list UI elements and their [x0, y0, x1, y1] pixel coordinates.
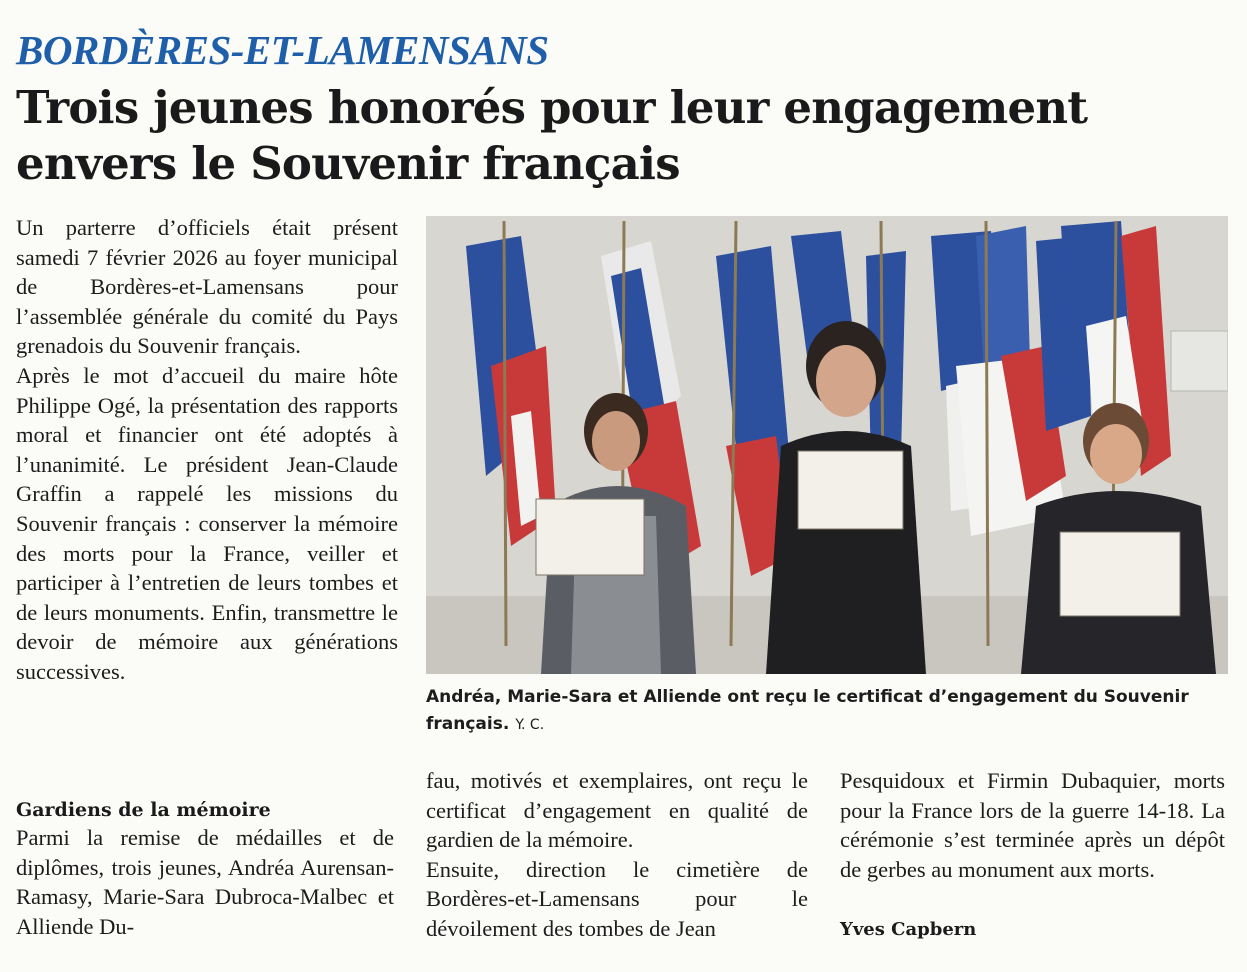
headline-line-2: envers le Souvenir français [16, 137, 680, 190]
photo-illustration [426, 216, 1228, 674]
paragraph-cemetery-part2: Pesquidoux et Firmin Dubaquier, morts pour la France lors de la guerre 14-18. La cérémonie s’est terminée après un dépôt de gerbes au monument aux morts. [840, 768, 1225, 882]
paragraph-awards-part1: Parmi la remise de médailles et de diplômes, trois jeunes, Andréa Aurensan-Ramasy, Marie-Sara Dubroca-Malbec et Alliende Du- [16, 825, 394, 939]
paragraph-awards-part2: fau, motivés et exemplaires, ont reçu le certificat d’engagement en qualité de gardien de la mémoire. [426, 768, 808, 853]
paragraph-cemetery-part1: Ensuite, direction le cimetière de Bordères-et-Lamensans pour le dévoilement des tombes de Jean [426, 856, 808, 941]
photo-credit: Y. C. [515, 717, 545, 733]
column-lower-left [16, 823, 394, 941]
article-photo [426, 216, 1228, 674]
subheading: Gardiens de la mémoire [16, 799, 271, 821]
section-kicker: BORDÈRES-ET-LAMENSANS [16, 27, 549, 73]
column-lower-right [840, 766, 1225, 884]
caption-text: Andréa, Marie-Sara et Alliende ont reçu le certificat d’engagement du Souvenir français. [426, 687, 1189, 734]
photo-caption [426, 684, 1226, 739]
paragraph-intro: Un parterre d’officiels était présent samedi 7 février 2026 au foyer municipal de Bordères-et-Lamensans pour l’assemblée générale du comité du Pays grenadois du Souvenir français. [16, 215, 398, 359]
column-lower-middle [426, 766, 808, 944]
headline-line-1: Trois jeunes honorés pour leur engagement [16, 81, 1088, 134]
paragraph-missions: Après le mot d’accueil du maire hôte Philippe Ogé, la présentation des rapports moral et financier ont été adoptés à l’unanimité. Le président Jean-Claude Graffin a rappelé les missions du Souvenir français : conserver la mémoire des morts pour la France, veiller et participer à l’entretien de leurs tombes et de leurs monuments. Enfin, transmettre le devoir de mémoire aux générations successives. [16, 362, 398, 684]
headline [16, 80, 1231, 192]
author-byline: Yves Capbern [840, 919, 977, 940]
column-main [16, 213, 398, 687]
